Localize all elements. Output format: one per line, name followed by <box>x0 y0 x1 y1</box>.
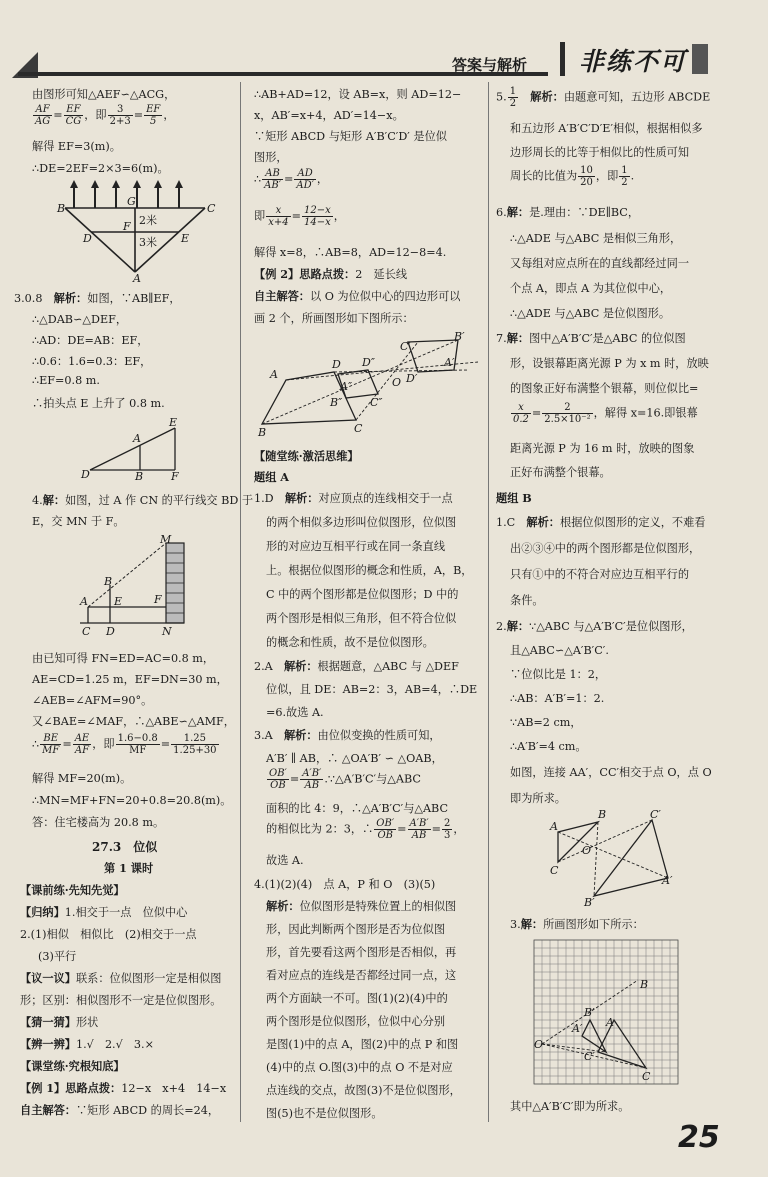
header-section-title: 答案与解析 <box>452 56 528 74</box>
text-line: 形的对应边互相平行或在同一条直线 <box>266 540 446 553</box>
equation-line: 的相似比为 2：3，∴ $\frac{OB'}{OB}$ = $\frac{A'B'}{AB}$ = $\frac{2}{3}$ ， <box>266 818 465 841</box>
text-line: 如图，连接 AA′，CC′相交于点 O，点 O <box>510 766 712 779</box>
text-line: 边形周长的比等于相似比的性质可知 <box>510 146 690 159</box>
figure-homothety-quadrilaterals <box>258 330 478 439</box>
text-line: 3.A 解析：由位似变换的性质可知， <box>254 728 441 742</box>
text-line: 2.A 解析：根据题意，△ABC 与 △DEF <box>254 659 459 673</box>
label-C1: C′ <box>400 340 411 353</box>
figure-grid-homothety <box>534 940 684 1090</box>
label-D: D <box>83 232 92 245</box>
equation-line: $\frac{x}{0.2}$ = $\frac{2}{\text{2.5×10⁻²}}$ ，解得 x=16.即银幕 <box>513 402 698 425</box>
label-A: A <box>133 272 141 285</box>
label-A: A <box>606 1016 614 1029</box>
text-line: 正好布满整个银幕。 <box>510 466 611 479</box>
text-line: 【例 2】思路点拨：2 延长线 <box>254 267 408 281</box>
answer-q3: 3.0.8 解析：如图，∵AB∥EF， <box>14 291 181 305</box>
section-heading: 【随堂练·激活思维】 <box>254 449 359 463</box>
label-D2: D″ <box>362 356 375 369</box>
text-line: ∴DE=2EF=2×3=6(m)。 <box>32 162 169 175</box>
column-divider <box>488 82 489 1122</box>
text-line: AE=CD=1.25 m，EF=DN=30 m， <box>32 673 228 686</box>
text-line: (4)中的点 O.图(3)中的点 O 不是对应 <box>266 1061 453 1074</box>
text-line: 形；区别：相似图形不一定是位似图形。 <box>20 994 222 1007</box>
label-O: O <box>392 376 402 389</box>
text-line: 出②③④中的两个图形都是位似图形， <box>510 542 701 555</box>
figure-building <box>80 535 190 640</box>
text-line: 答：住宅楼高为 20.8 m。 <box>32 816 165 829</box>
text-line: 【猜一猜】形状 <box>20 1015 99 1029</box>
label-D: D <box>106 625 115 638</box>
label-A: A <box>80 595 88 608</box>
label-E: E <box>169 416 178 429</box>
label-F: F <box>154 593 162 606</box>
text-line: 条件。 <box>510 594 544 607</box>
label-C1: C′ <box>650 808 661 821</box>
label-A2: A″ <box>340 380 353 393</box>
text-line: 形，首先要看这两个图形是否相似，再 <box>266 946 457 959</box>
text-line: 5. $\frac{1}{2}$ 解析：由题意可知，五边形 ABCDE <box>496 86 711 109</box>
text-line: 距离光源 P 为 16 m 时，放映的图象 <box>510 442 695 455</box>
label-B: B <box>598 808 607 821</box>
equation-line: 即 $\frac{x}{x+4}$ = $\frac{12-x}{14-x}$ ， <box>254 205 345 228</box>
label-A: A <box>550 820 558 833</box>
label-O: O <box>534 1038 544 1051</box>
label-A: A <box>133 432 141 445</box>
fraction: $\frac{EF}{CG}$ <box>65 104 82 127</box>
text-line: ∴AB：A′B′=1：2. <box>510 692 605 705</box>
label-D1: D′ <box>406 372 418 385</box>
text-line: x，AB′=x+4，AD′=14−x。 <box>254 109 404 122</box>
label-C: C <box>642 1070 651 1083</box>
text-line: 故选 A. <box>266 854 304 867</box>
page-number: 25 <box>678 1120 720 1155</box>
text-line: 形，设银幕距离光源 P 为 x m 时，放映 <box>510 357 709 370</box>
label-B2: B″ <box>330 396 343 409</box>
text-line: 即为所求。 <box>510 792 566 805</box>
text-line: 解得 EF=3(m)。 <box>32 140 121 153</box>
text-line: ∴拍头点 E 上升了 0.8 m. <box>32 397 165 410</box>
label-A: A <box>270 368 278 381</box>
label-B1: B′ <box>454 330 465 343</box>
text-line: 上。根据位似图形的概念和性质，A，B， <box>266 564 473 577</box>
section-heading: 【课前练·先知先觉】 <box>20 883 125 897</box>
text-line: 【辨一辨】1.√ 2.√ 3.× <box>20 1037 154 1051</box>
label-C: C <box>354 422 363 435</box>
label-C1: C′ <box>584 1050 595 1063</box>
text-line: 是图(1)中的点 A，图(2)中的点 P 和图 <box>266 1038 459 1051</box>
text-line: 2.(1)相似 相似比 (2)相交于一点 <box>20 928 197 941</box>
text-line: 解得 MF=20(m)。 <box>32 772 132 785</box>
text-line: 7.解：图中△A′B′C′是△ABC 的位似图 <box>496 331 686 345</box>
label-A1: A′ <box>572 1022 583 1035</box>
label-C2: C″ <box>370 396 383 409</box>
label-B: B <box>135 470 144 483</box>
label-N: N <box>162 625 172 638</box>
text-line: 的两个相似多边形叫位似图形，位似图 <box>266 516 457 529</box>
equation-line: ∴ $\frac{BE}{MF}$ = $\frac{AE}{AF}$ ，即 $\frac{1.6-0.8}{MF}$ = $\frac{1.25}{1.25+30}$ <box>32 733 217 756</box>
logo-text: 非练不可 <box>579 47 688 76</box>
text-line: ∠AEB=∠AFM=90°。 <box>32 694 153 707</box>
lesson-title: 第 1 课时 <box>104 861 154 875</box>
text-line: 只有①中的不符合对应边互相平行的 <box>510 568 690 581</box>
text-line: 其中△A′B′C′即为所求。 <box>510 1100 630 1113</box>
text-line: 图(5)也不是位似图形。 <box>266 1107 383 1120</box>
group-heading: 题组 B <box>496 491 532 505</box>
label-B: B <box>57 202 66 215</box>
label-B1: B′ <box>584 1006 595 1019</box>
text-line: ∴AD：DE=AB：EF， <box>32 334 149 347</box>
label-B: B <box>104 575 113 588</box>
label-3m: 3米 <box>139 236 157 249</box>
text-line: 和五边形 A′B′C′D′E′相似，根据相似多 <box>510 122 703 135</box>
text-line: =6.故选 A. <box>266 706 324 719</box>
label-2m: 2米 <box>139 214 157 227</box>
label-E: E <box>114 595 123 608</box>
label-C: C <box>82 625 91 638</box>
text-line: A′B′ ∥ AB，∴ △OA′B′ ∽ △OAB， <box>266 752 443 765</box>
text-line: 1.C 解析：根据位似图形的定义，不难看 <box>496 515 706 529</box>
equation-line: ∴ $\frac{AB}{AB'}$ = $\frac{AD}{AD'}$ ， <box>254 168 329 191</box>
text-line: 【例 1】思路点拨：12−x x+4 14−x <box>20 1081 227 1095</box>
text-line: ∴EF=0.8 m. <box>32 374 100 387</box>
text-line: ∴MN=MF+FN=20+0.8=20.8(m)。 <box>32 794 232 807</box>
text-line: 由图形可知△AEF∽△ACG， <box>32 88 176 101</box>
label-A1: A′ <box>444 356 455 369</box>
figure-stretcher-triangle <box>55 180 216 285</box>
label-O: O <box>582 844 592 857</box>
text-line: 图形， <box>254 151 288 164</box>
text-line: ∴0.6：1.6=0.3：EF， <box>32 355 152 368</box>
equation-line: $\frac{AF}{AG}$ = $\frac{EF}{CG}$ ，即 $\frac{3}{2+3}$ = $\frac{EF}{5}$ ， <box>35 104 175 127</box>
text-line: C 中的两个图形都是位似图形；D 中的 <box>266 588 459 601</box>
text-line: ∵位似比是 1：2， <box>510 668 607 681</box>
text-line: 2.解：∵△ABC 与△A′B′C′是位似图形， <box>496 619 693 633</box>
text-line: 位似，且 DE：AB=2：3，AB=4，∴DE <box>266 683 478 696</box>
text-line: 的概念和性质，故不是位似图形。 <box>266 636 434 649</box>
text-line: 【议一议】联系：位似图形一定是相似图 <box>20 971 222 985</box>
answer-q4: 4.解：如图，过 A 作 CN 的平行线交 BD 于 <box>32 493 254 507</box>
equation-line: $\frac{OB'}{OB}$ = $\frac{A'B'}{AB}$ .∵△A′B′C′与△ABC <box>269 768 421 791</box>
label-C: C <box>550 864 559 877</box>
text-line: 又∠BAE=∠MAF，∴△ABE∽△AMF， <box>32 715 235 728</box>
text-line: ∴△ADE 与△ABC 是位似图形。 <box>510 307 671 320</box>
text-line: 由已知可得 FN=ED=AC=0.8 m， <box>32 652 215 665</box>
column-divider <box>240 82 241 1122</box>
text-line: ∴AB+AD=12，设 AB=x，则 AD=12− <box>254 88 462 101</box>
text-line: 两个方面缺一不可。图(1)(2)(4)中的 <box>266 992 448 1005</box>
figure-seesaw <box>81 416 195 483</box>
label-F: F <box>171 470 179 483</box>
text-line: 面积的比 4：9，∴△A′B′C′与△ABC <box>266 802 449 815</box>
label-A1: A′ <box>662 874 673 887</box>
text-line: ∴△DAB∽△DEF， <box>32 313 128 326</box>
text-line: 【归纳】1.相交于一点 位似中心 <box>20 905 188 919</box>
group-heading: 题组 A <box>254 470 289 484</box>
text-line: ∵矩形 ABCD 与矩形 A′B′C′D′ 是位似 <box>254 130 447 143</box>
text-line: ∵AB=2 cm， <box>510 716 582 729</box>
fraction: $\frac{AF}{AG}$ <box>35 104 51 127</box>
label-B1: B′ <box>584 896 595 909</box>
label-C: C <box>207 202 216 215</box>
text-line: 形，因此判断两个图形是否为位似图 <box>266 923 446 936</box>
text-line: ∴△ADE 与△ABC 是相似三角形， <box>510 232 682 245</box>
label-D: D <box>81 468 90 481</box>
text-line: 看对应点的连线是否都经过同一点，这 <box>266 969 457 982</box>
text-line: 的图象正好布满整个银幕，则位似比= <box>510 382 699 395</box>
text-line: E，交 MN 于 F。 <box>32 515 125 528</box>
text-line: 且△ABC∽△A′B′C′. <box>510 644 609 657</box>
text-line: ∴A′B′=4 cm。 <box>510 740 587 753</box>
label-G: G <box>127 195 136 208</box>
text-line: 两个图形是位似图形，位似中心分别 <box>266 1015 446 1028</box>
figure-homothety-triangles <box>548 808 678 909</box>
text-line: 点连线的交点，故图(3)不是位似图形， <box>266 1084 461 1097</box>
text-line: 6.解：是.理由：∵DE∥BC， <box>496 205 640 219</box>
label-B: B <box>640 978 649 991</box>
text-line: 两个图形是相似三角形，但不符合位似 <box>266 612 457 625</box>
text-line: 自主解答：∵矩形 ABCD 的周长=24， <box>20 1103 220 1117</box>
label-F: F <box>123 220 131 233</box>
header-block <box>692 44 708 74</box>
fraction: $\frac{3}{2+3}$ <box>109 104 131 127</box>
label-M: M <box>160 533 172 546</box>
section-title: 27.3 位似 <box>92 840 158 854</box>
text-line: (3)平行 <box>38 950 77 963</box>
label-B: B <box>258 426 267 439</box>
text-line: 解析：位似图形是特殊位置上的相似图 <box>266 899 457 913</box>
text-line: 又每组对应点所在的直线都经过同一 <box>510 257 690 270</box>
text-line: 4.(1)(2)(4) 点 A，P 和 O (3)(5) <box>254 878 436 891</box>
label-E: E <box>181 232 190 245</box>
text-line: 自主解答：以 O 为位似中心的四边形可以 <box>254 289 461 303</box>
text-line: 画 2 个，所画图形如下图所示： <box>254 312 414 325</box>
equation-line: 周长的比值为 $\frac{10}{20}$ ，即 $\frac{1}{2}$ . <box>510 165 635 188</box>
fraction: $\frac{EF}{5}$ <box>146 104 161 127</box>
text-line: 1.D 解析：对应顶点的连线相交于一点 <box>254 491 453 505</box>
label-D: D <box>332 358 341 371</box>
text-line: 解得 x=8，∴AB=8，AD=12−8=4. <box>254 246 447 259</box>
section-heading: 【课堂练·究根知底】 <box>20 1059 125 1073</box>
text-line: 3.解：所画图形如下所示： <box>510 917 644 931</box>
text-line: 个点 A，即点 A 为其位似中心， <box>510 282 672 295</box>
